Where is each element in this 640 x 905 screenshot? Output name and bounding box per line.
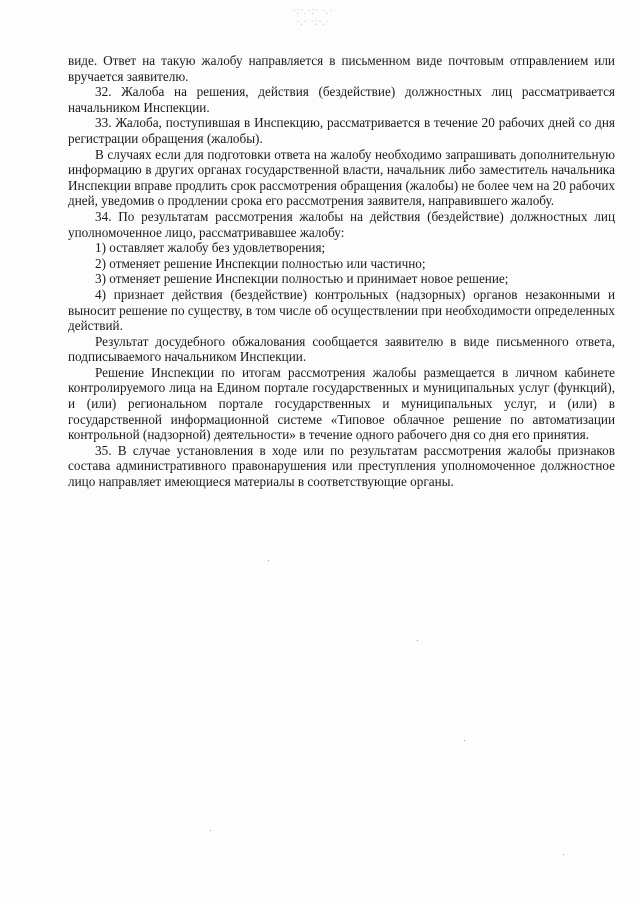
paragraph-35: 35. В случае установления в ходе или по результатам рассмотрения жалобы признаков состава административного правонарушения или преступления уполномоченное должностное лицо направляет имеющиеся материалы в соответствующие органы. <box>68 442 615 490</box>
paragraph-publication: Решение Инспекции по итогам рассмотрения жалобы размещается в личном кабинете контролируемого лица на Едином портале государственных и муниципальных услуг (функций), и (или) региональном портале государственных и муниципальных услуг, и (или) в государственной информационной системе «Типовое облачное решение по автоматизации контрольной (надзорной) деятельности» в течение одного рабочего дня со дня его принятия. <box>68 364 615 443</box>
list-item-3: 3) отменяет решение Инспекции полностью и принимает новое решение; <box>95 271 509 287</box>
list-item-1: 1) оставляет жалобу без удовлетворения; <box>95 240 326 256</box>
paragraph-extension: В случаях если для подготовки ответа на жалобу необходимо запрашивать дополнительную информацию в других органах государственной власти, начальник либо заместитель начальника Инспекции вправе продлить срок рассмотрения обращения (жалобы) не более чем на 20 рабочих дней, уведомив о продлении срока его рассмотрения заявителя, направившего жалобу. <box>68 146 615 209</box>
paragraph-34: 34. По результатам рассмотрения жалобы на действия (бездействие) должностных лиц уполномоченное лицо, рассматривавшее жалобу: <box>68 208 615 240</box>
paragraph-continuation: виде. Ответ на такую жалобу направляется в письменном виде почтовым отправлением или вручается заявителю. <box>68 53 615 84</box>
paragraph-result: Результат досудебного обжалования сообщается заявителю в виде письменного ответа, подписываемого начальником Инспекции. <box>68 333 615 365</box>
scan-speck <box>464 740 465 741</box>
list-item-2: 2) отменяет решение Инспекции полностью или частично; <box>95 255 426 271</box>
scan-speck <box>563 854 564 855</box>
scan-artifact: ·:·.·:· ·.· ·.· ·:·.· <box>292 6 334 28</box>
scan-speck <box>268 560 269 561</box>
list-item-4: 4) признает действия (бездействие) контрольных (надзорных) органов незаконными и выносит решение по существу, в том числе об осуществлении при необходимости определенных действий. <box>68 286 615 334</box>
document-body <box>68 53 615 490</box>
scan-speck <box>210 830 211 831</box>
scan-speck <box>417 640 418 641</box>
paragraph-32: 32. Жалоба на решения, действия (бездействие) должностных лиц рассматривается начальником Инспекции. <box>68 84 615 115</box>
paragraph-33: 33. Жалоба, поступившая в Инспекцию, рассматривается в течение 20 рабочих дней со дня регистрации обращения (жалобы). <box>68 115 615 146</box>
